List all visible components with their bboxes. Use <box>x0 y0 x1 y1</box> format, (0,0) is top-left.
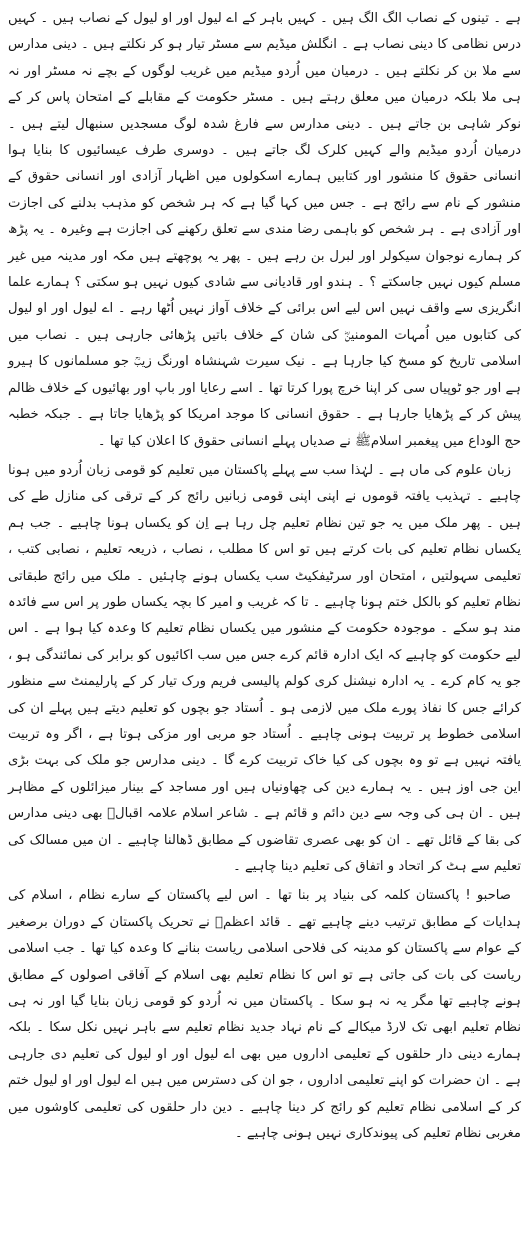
article-paragraph-2: زبان علوم کی ماں ہے ۔ لہٰذا سب سے پہلے پاکستان میں تعلیم کو قومی زبان اُردو میں ہونا چاہیے ۔ تہذیب یافتہ قوموں نے اپنی اپنی قومی زبانیں رائج کر کے ترقی کی منازل طے کی ہیں ۔ پھر ملک میں یہ جو تین نظام تعلیم چل رہا ہے اِن کو یکساں ہونا چاہیے ۔ جب ہم یکساں نظام تعلیم کی بات کرتے ہیں تو اس کا مطلب ، نصاب ، ذریعہ تعلیم ، نصابی کتب ، تعلیمی سہولتیں ، امتحان اور سرٹیفکیٹ سب یکساں ہونے چاہئیں ۔ ملک میں رائج طبقاتی نظام تعلیم کو بالکل ختم ہونا چاہیے ۔ تا کہ غریب و امیر کا بچہ یکساں طور پر اس سے فائدہ مند ہو سکے ۔ موجودہ حکومت کے منشور میں یکساں نظام تعلیم کا وعدہ کیا ہوا ہے ۔ اس لیے حکومت کو چاہیے کہ ایک ادارہ قائم کرے جس میں سب اکائیوں کو برابر کی نمائندگی ہو ، جو یہ کام کرے ۔ یہ ادارہ نیشنل کری کولم پالیسی فریم ورک تیار کر کے پارلیمنٹ سے منظور کرائے جس کا نفاذ پورے ملک میں لازمی ہو ۔ اُستاد جو بچوں کو تعلیم دیتے ہیں پہلے ان کی اسلامی خطوط پر تربیت ہونی چاہیے ۔ اُستاد جو مربی اور مزکی ہوتا ہے ، اگر وہ تربیت یافتہ نہیں ہے تو وہ بچوں کی کیا خاک تربیت کرے گا ۔ دینی مدارس جو ملک کی بہت بڑی این جی اوز ہیں ۔ یہ ہمارے دین کی چھاونیاں ہیں اور مساجد کے بینار میزائلوں کے مظاہر ہیں ۔ ان ہی کی وجہ سے دین دائم و قائم ہے ۔ شاعر اسلام علامہ اقبالؒ بھی دینی مدارس کی بقا کے قائل تھے ۔ ان کو بھی عصری تقاضوں کے مطابق ڈھالنا چاہیے ۔ ان میں مسالک کی تعلیم سے ہٹ کر اتحاد و اتفاق کی تعلیم دینا چاہیے ۔ <box>8 462 521 874</box>
article-paragraph-3: صاحبو ! پاکستان کلمہ کی بنیاد پر بنا تھا ۔ اس لیے پاکستان کے سارے نظام ، اسلام کی ہدایات کے مطابق ترتیب دینے چاہیے تھے ۔ قائد اعظمؒ نے تحریک پاکستان کے دوران برصغیر کے عوام سے پاکستان کو مدینہ کی فلاحی اسلامی ریاست بنانے کا وعدہ کیا تھا ۔ جب اسلامی ریاست کی بات کی جاتی ہے تو اس کا نظام تعلیم بھی اسلام کے آفاقی اصولوں کے مطابق ہونے چاہیے تھا مگر یہ نہ ہو سکا ۔ پاکستان میں نہ اُردو کو قومی زبان بنایا گیا اور نہ ہی نظام تعلیم ابھی تک لارڈ میکالے کے نام نہاد جدید نظام تعلیم سے باہر نہیں نکل سکا ۔ بلکہ ہمارے دینی دار حلقوں کے تعلیمی اداروں میں بھی اے لیول اور او لیول کی تعلیم دی جارہی ہے ۔ ان حضرات کو اپنے تعلیمی اداروں ، جو ان کی دسترس میں ہیں اے لیول اور او لیول ختم کر کے اسلامی نظام تعلیم کو رائج کر دینا چاہیے ۔ دین دار حلقوں کی تعلیمی کاوشوں میں مغربی نظام تعلیم کی پیوندکاری نہیں ہونی چاہیے ۔ <box>8 888 521 1142</box>
article-paragraph-1: ہے ۔ تینوں کے نصاب الگ الگ ہیں ۔ کہیں باہر کے اے لیول اور او لیول کے نصاب ہیں ۔ کہیں درس نظامی کا دینی نصاب ہے ۔ انگلش میڈیم سے مسٹر تیار ہو کر نکلتے ہیں ۔ دینی مدارس سے ملا بن کر نکلتے ہیں ۔ درمیان میں اُردو میڈیم میں غریب لوگوں کے بچے نہ مسٹر اور نہ ہی ملا بلکہ درمیان میں معلق رہتے ہیں ۔ مسٹر حکومت کے مقابلے کے امتحان پاس کر کے نوکر شاہی بن جاتے ہیں ۔ دینی مدارس سے فارغ شدہ لوگ مسجدیں سنبھال لیتے ہیں ۔ درمیان اُردو میڈیم والے کہیں کلرک لگ جاتے ہیں ۔ دوسری طرف عیسائیوں کا بنایا ہوا انسانی حقوق کا منشور اور کتابیں ہمارے اسکولوں میں اظہار آزادی اور انسانی حقوق کے منشور کے نام سے رائج ہے ۔ جس میں کہا گیا ہے کہ ہر شخص کو مذہب بدلنے کی اجازت اور آزادی ہے ۔ ہر شخص کو باہمی رضا مندی سے تعلق رکھنے کی اجازت ہے وغیرہ ۔ یہ پڑھ کر ہمارے نوجوان سیکولر اور لبرل بن رہے ہیں ۔ پھر یہ پوچھتے ہیں مکہ اور مدینہ میں غیر مسلم کیوں نہیں جاسکتے ؟ ۔ ہندو اور قادیانی سے شادی کیوں نہیں ہو سکتی ؟ ہمارے علما انگریزی سے واقف نہیں اس لیے اس برائی کے خلاف آواز نہیں اُٹھا رہے ۔ اے لیول اور او لیول کی کتابوں میں اُمہات المومنینؓ کی شان کے خلاف باتیں پڑھائی جارہی ہیں ۔ نصاب میں اسلامی تاریخ کو مسخ کیا جارہا ہے ۔ نیک سیرت شہنشاہ اورنگ زیبؒ جو مسلمانوں کا ہیرو ہے اور جو ٹوپیاں سی کر اپنا خرچ پورا کرتا تھا ۔ اسے رعایا اور باپ اور بھائیوں کے خلاف ظالم پیش کر کے پڑھایا جارہا ہے ۔ حقوق انسانی کا موجد امریکا کو پڑھایا جاتا ہے ۔ جبکہ خطبہ حج الوداع میں پیغمبر اسلامﷺ نے صدیاں پہلے انسانی حقوق کا اعلان کیا تھا ۔ <box>8 11 521 449</box>
